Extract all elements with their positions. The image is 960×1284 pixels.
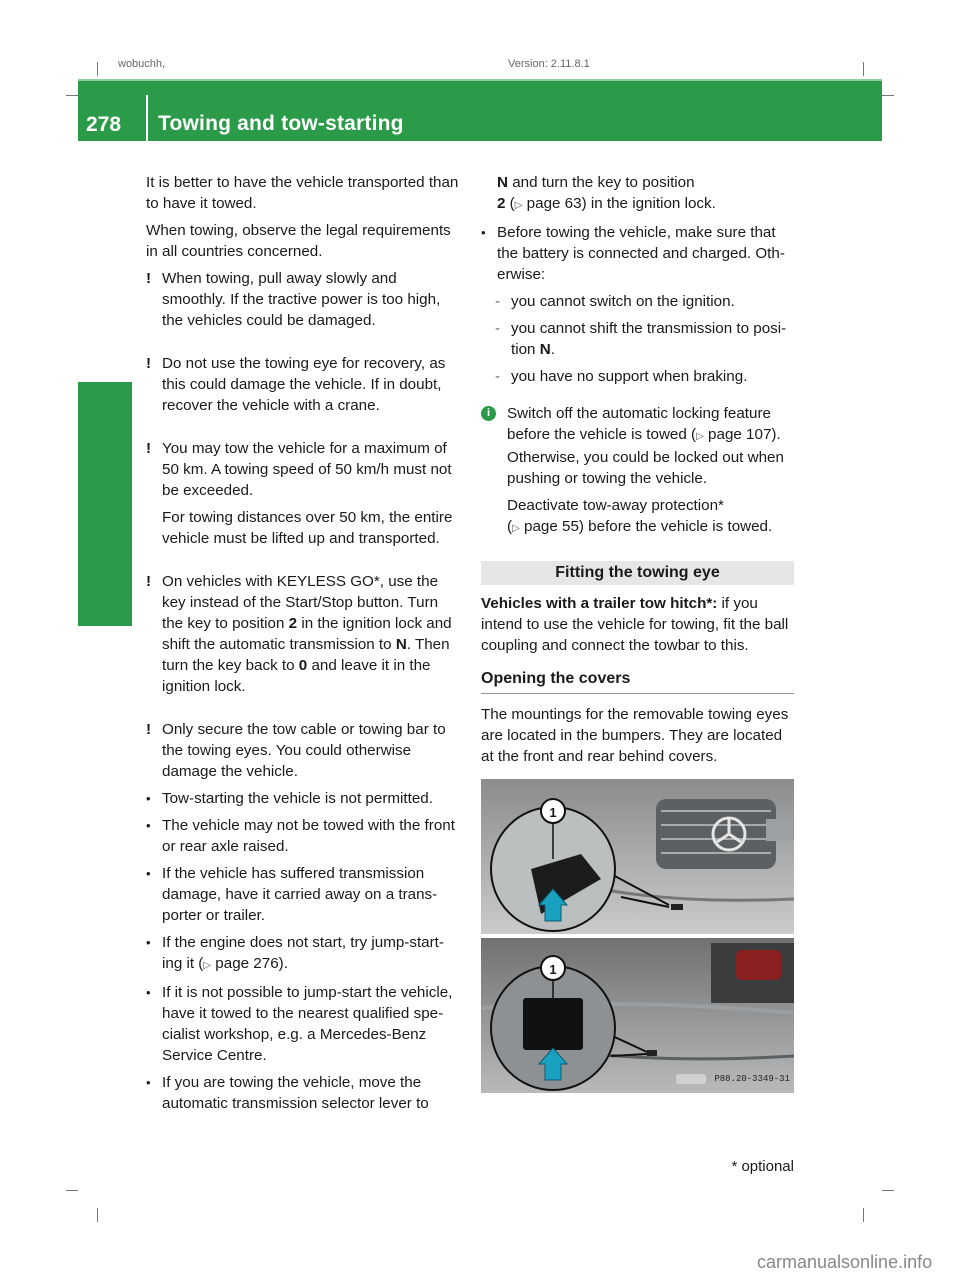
list-item-continued	[481, 172, 794, 216]
list-item-text: .	[550, 341, 555, 358]
info-text: Switch off the automatic locking feature before the vehicle is towed (	[507, 405, 771, 443]
warning-note	[146, 571, 461, 697]
info-note-continued	[481, 495, 794, 539]
crop-mark	[97, 62, 98, 76]
warning-icon: !	[146, 721, 152, 738]
list-item-text: If it is not possible to jump-start the vehicle, have it towed to the nearest qualified spe-cialist workshop, e.g. a Mercedes-Benz Service Centre.	[162, 984, 453, 1064]
right-column	[481, 172, 794, 1097]
page-reference-link[interactable]: page 63) in the ignition lock.	[526, 195, 716, 212]
paragraph-text: if you intend to use the vehicle for towing, fit the ball coupling and connect the towbar to this.	[481, 595, 789, 654]
warning-note	[146, 353, 461, 416]
bullet-icon: •	[481, 225, 486, 240]
page-ref-arrow-icon: ▷	[696, 431, 704, 442]
bullet-icon: •	[146, 985, 151, 1000]
warning-text: Do not use the towing eye for recovery, as this could damage the vehicle. If in doubt, recover the vehicle with a crane.	[162, 355, 446, 414]
callout-number: 1	[549, 805, 557, 820]
crop-mark	[882, 95, 894, 96]
position-label: 2	[497, 195, 506, 212]
warning-text: . Then turn the key back to	[162, 636, 450, 674]
bullet-icon: •	[146, 935, 151, 950]
dash-icon: -	[495, 320, 501, 337]
print-slug-right: Version: 2.11.8.1	[508, 58, 590, 70]
list-item-text: If you are towing the vehicle, move the automatic transmission selector lever to	[162, 1074, 429, 1112]
list-item-text: you cannot shift the transmission to posi-tion	[511, 320, 787, 358]
warning-text: and leave it in the ignition lock.	[162, 657, 431, 695]
footer-optional-note: * optional	[731, 1158, 794, 1175]
warning-text: Only secure the tow cable or towing bar to the towing eyes. You could otherwise damage the vehicle.	[162, 721, 446, 780]
crop-mark	[863, 1208, 864, 1222]
page-reference-link[interactable]: page 107). Otherwise, you could be locked out when pushing or towing the vehicle.	[507, 426, 784, 487]
page-ref-arrow-icon: ▷	[514, 200, 523, 211]
info-text: Deactivate tow-away protection*	[507, 497, 724, 514]
position-label: 0	[298, 657, 308, 674]
list-item	[146, 1072, 461, 1114]
info-text: (	[507, 518, 513, 535]
watermark: carmanualsonline.info	[757, 1252, 933, 1272]
list-item-text: and turn the key to position	[507, 174, 695, 191]
image-code: P88.20-3349-31	[714, 1074, 790, 1084]
warning-note	[146, 719, 461, 782]
crop-mark	[97, 1208, 98, 1222]
list-item	[146, 932, 461, 976]
side-tab-label: Practical advice	[94, 441, 117, 600]
warning-icon: !	[146, 270, 152, 287]
warning-icon: !	[146, 573, 152, 590]
callout-number: 1	[549, 962, 557, 977]
list-item	[146, 815, 461, 857]
left-column	[146, 172, 461, 1120]
warning-note	[146, 438, 461, 501]
page-number: 278	[86, 113, 122, 136]
subheading: Opening the covers	[481, 668, 794, 694]
list-item-text: If the engine does not start, try jump-start-ing it (	[162, 934, 444, 972]
list-item-text: The vehicle may not be towed with the front or rear axle raised.	[162, 817, 455, 855]
crop-mark	[66, 95, 78, 96]
bullet-icon: •	[146, 818, 151, 833]
list-item-text: you cannot switch on the ignition.	[511, 293, 735, 310]
bullet-icon: •	[146, 866, 151, 881]
dash-icon: -	[495, 293, 501, 310]
bullet-icon: •	[146, 791, 151, 806]
info-icon: i	[481, 406, 496, 421]
print-slug-left: wobuchh,	[118, 58, 166, 70]
section-heading: Fitting the towing eye	[481, 561, 794, 585]
page-title: Towing and tow-starting	[158, 112, 404, 135]
page-ref-arrow-icon: ▷	[512, 523, 520, 534]
warning-text: On vehicles with KEYLESS GO*, use the key instead of the Start/Stop button. Turn the key to position	[162, 573, 439, 632]
list-item	[146, 982, 461, 1066]
warning-text: When towing, pull away slowly and smoothly. If the tractive power is too high, the vehicles could be damaged.	[162, 270, 441, 329]
position-label: 2	[288, 615, 298, 632]
list-item-text: you have no support when braking.	[511, 368, 748, 385]
sub-list-item	[481, 318, 794, 360]
crop-mark	[863, 62, 864, 76]
list-item	[481, 222, 794, 285]
paragraph: It is better to have the vehicle transported than to have it towed.	[146, 174, 459, 212]
list-item-text: Before towing the vehicle, make sure that the battery is connected and charged. Oth-erwise:	[497, 224, 785, 283]
warning-icon: !	[146, 440, 152, 457]
warning-icon: !	[146, 355, 152, 372]
paragraph	[481, 593, 794, 656]
page-ref-arrow-icon: ▷	[203, 960, 212, 971]
front-bumper-photo	[481, 779, 794, 934]
warning-text: in the ignition lock and shift the automatic transmission to	[162, 615, 452, 653]
dash-icon: -	[495, 368, 501, 385]
page-reference-link[interactable]: page 55) before the vehicle is towed.	[524, 518, 773, 535]
warning-text: For towing distances over 50 km, the entire vehicle must be lifted up and transported.	[162, 509, 453, 547]
list-item	[146, 788, 461, 809]
crop-mark	[882, 1190, 894, 1191]
info-note	[481, 403, 794, 489]
sub-list-item	[481, 366, 794, 387]
paragraph: When towing, observe the legal requirements in all countries concerned.	[146, 222, 451, 260]
gear-label: N	[539, 341, 551, 358]
gear-label: N	[395, 636, 407, 653]
paragraph-lead: Vehicles with a trailer tow hitch*:	[481, 595, 718, 612]
gear-label: N	[497, 174, 508, 191]
list-item-text: If the vehicle has suffered transmission damage, have it carried away on a trans-porter or trailer.	[162, 865, 438, 924]
warning-note	[146, 268, 461, 331]
list-item	[146, 863, 461, 926]
list-item-text: Tow-starting the vehicle is not permitted.	[162, 790, 433, 807]
header-divider	[146, 95, 148, 141]
list-item-text: (	[505, 195, 515, 212]
warning-text: You may tow the vehicle for a maximum of 50 km. A towing speed of 50 km/h must not be exceeded.	[162, 440, 452, 499]
paragraph: The mountings for the removable towing eyes are located in the bumpers. They are located at the front and rear behind covers.	[481, 706, 789, 765]
rear-bumper-photo	[481, 938, 794, 1093]
page-reference-link[interactable]: page 276).	[215, 955, 288, 972]
front-bumper-illustration	[481, 779, 794, 934]
sub-list-item	[481, 291, 794, 312]
crop-mark	[66, 1190, 78, 1191]
bullet-icon: •	[146, 1075, 151, 1090]
warning-note-continued	[146, 507, 461, 549]
